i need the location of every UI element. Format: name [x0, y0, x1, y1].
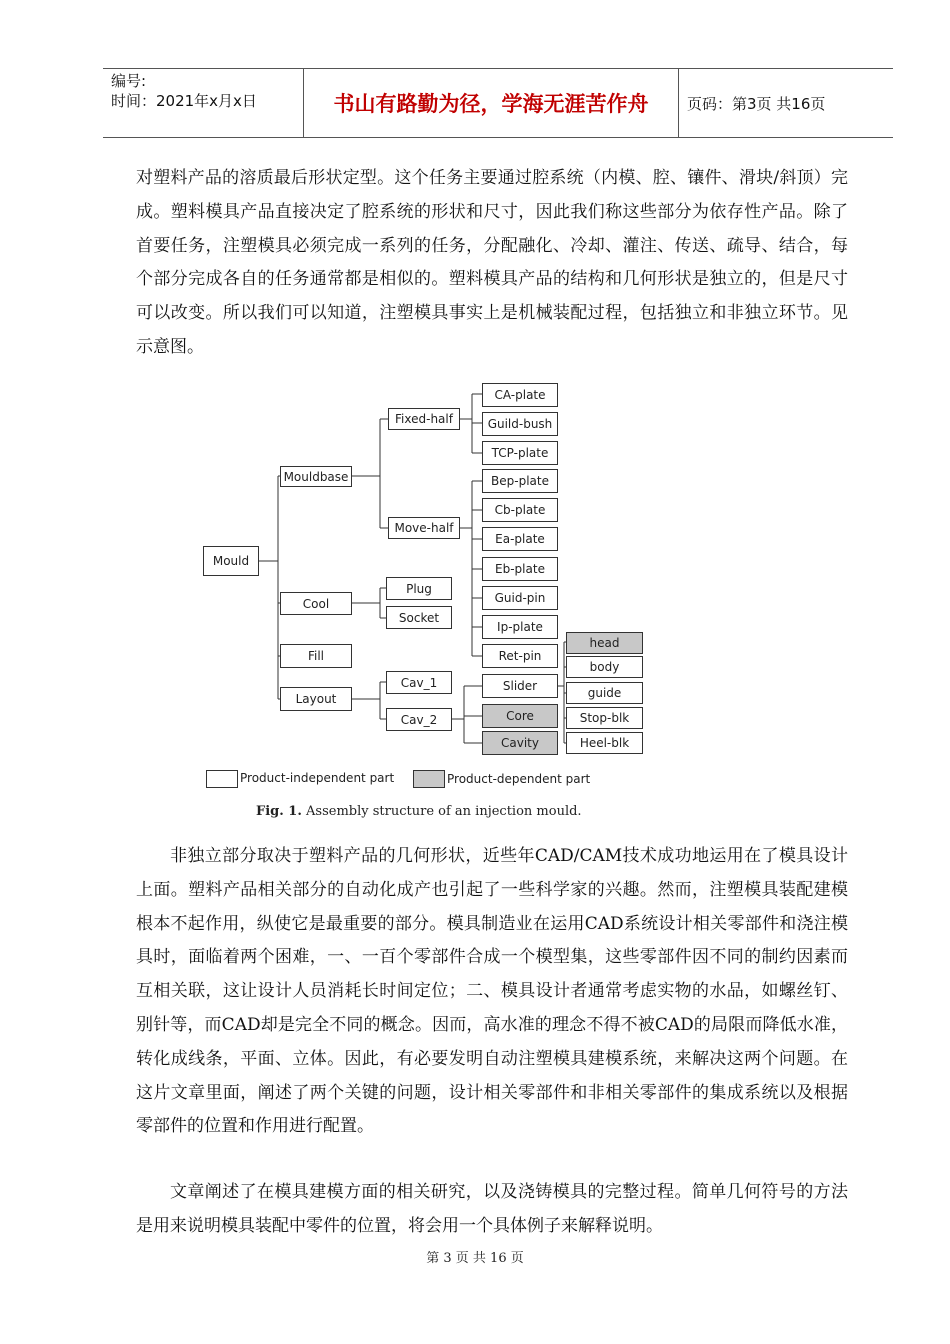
node-ca-plate: CA-plate [482, 383, 558, 407]
node-heel-blk: Heel-blk [566, 732, 643, 754]
node-socket: Socket [386, 606, 452, 629]
node-core: Core [482, 704, 558, 728]
node-ip-plate: Ip-plate [482, 615, 558, 639]
node-fixed-half: Fixed-half [388, 408, 460, 430]
node-guild-bush: Guild-bush [482, 412, 558, 436]
legend-independent-label: Product-independent part [240, 771, 395, 785]
node-cb-plate: Cb-plate [482, 498, 558, 522]
header-motto: 书山有路勤为径，学海无涯苦作舟 [304, 69, 679, 137]
legend-dependent-label: Product-dependent part [447, 772, 591, 786]
legend-independent-swatch [206, 770, 238, 788]
node-head: head [566, 632, 643, 654]
node-guide: guide [566, 682, 643, 704]
node-stop-blk: Stop-blk [566, 707, 643, 729]
time-label: 时间：2021年x月x日 [111, 92, 257, 110]
legend-dependent-swatch [413, 770, 445, 788]
node-cav-1: Cav_1 [386, 671, 452, 694]
node-cool: Cool [280, 592, 352, 615]
page-header [103, 68, 893, 138]
paragraph-1: 对塑料产品的溶质最后形状定型。这个任务主要通过腔系统（内模、腔、镶件、滑块/斜顶）完成。塑料模具产品直接决定了腔系统的形状和尺寸，因此我们称这些部分为依存性产品。除了首要任务，注塑模具必须完成一系列的任务，分配融化、冷却、灌注、传送、疏导、结合，每个部分完成各自的任务通常都是相似的。塑料模具产品的结构和几何形状是独立的，但是尺寸可以改变。所以我们可以知道，注塑模具事实上是机械装配过程，包括独立和非独立环节。见示意图。 [136, 168, 848, 357]
page-footer: 第 3 页 共 16 页 [426, 1251, 524, 1266]
node-eb-plate: Eb-plate [482, 557, 558, 581]
number-label: 编号: [111, 72, 147, 90]
paragraph-2: 非独立部分取决于塑料产品的几何形状，近些年CAD/CAM技术成功地运用在了模具设计上面。塑料产品相关部分的自动化成产也引起了一些科学家的兴趣。然而，注塑模具装配建模根本不起作用，纵使它是最重要的部分。模具制造业在运用CAD系统设计相关零部件和浇注模具时，面临着两个困难，一、一百个零部件合成一个模型集，这些零部件因不同的制约因素而互相关联，这让设计人员消耗长时间定位；二、模具设计者通常考虑实物的水品，如螺丝钉、别针等，而CAD却是完全不同的概念。因而，高水准的理念不得不被CAD的局限而降低水准，转化成线条，平面、立体。因此，有必要发明自动注塑模具建模系统，来解决这两个问题。在这片文章里面，阐述了两个关键的问题，设计相关零部件和非相关零部件的集成系统以及根据零部件的位置和作用进行配置。 [136, 846, 848, 1137]
node-body: body [566, 656, 643, 678]
node-mould: Mould [203, 546, 259, 576]
paragraph-3: 文章阐述了在模具建模方面的相关研究，以及浇铸模具的完整过程。简单几何符号的方法是用来说明模具装配中零件的位置，将会用一个具体例子来解释说明。 [136, 1182, 848, 1236]
diagram-connectors [200, 380, 655, 830]
node-cavity: Cavity [482, 731, 558, 755]
node-plug: Plug [386, 577, 452, 600]
node-fill: Fill [280, 644, 352, 668]
caption-text: Assembly structure of an injection mould. [306, 804, 582, 819]
caption-label: Fig. 1. [256, 804, 302, 819]
node-move-half: Move-half [388, 517, 460, 539]
figure-caption [256, 804, 582, 819]
header-page-info: 页码：第3页 共16页 [687, 94, 826, 113]
header-meta-cell [103, 69, 304, 137]
node-slider: Slider [482, 674, 558, 698]
assembly-diagram [200, 380, 655, 830]
node-ret-pin: Ret-pin [482, 644, 558, 668]
node-cav-2: Cav_2 [386, 708, 452, 731]
node-tcp-plate: TCP-plate [482, 441, 558, 465]
node-mouldbase: Mouldbase [280, 466, 352, 487]
node-guid-pin: Guid-pin [482, 586, 558, 610]
node-ea-plate: Ea-plate [482, 527, 558, 551]
node-layout: Layout [280, 687, 352, 711]
node-bep-plate: Bep-plate [482, 469, 558, 493]
